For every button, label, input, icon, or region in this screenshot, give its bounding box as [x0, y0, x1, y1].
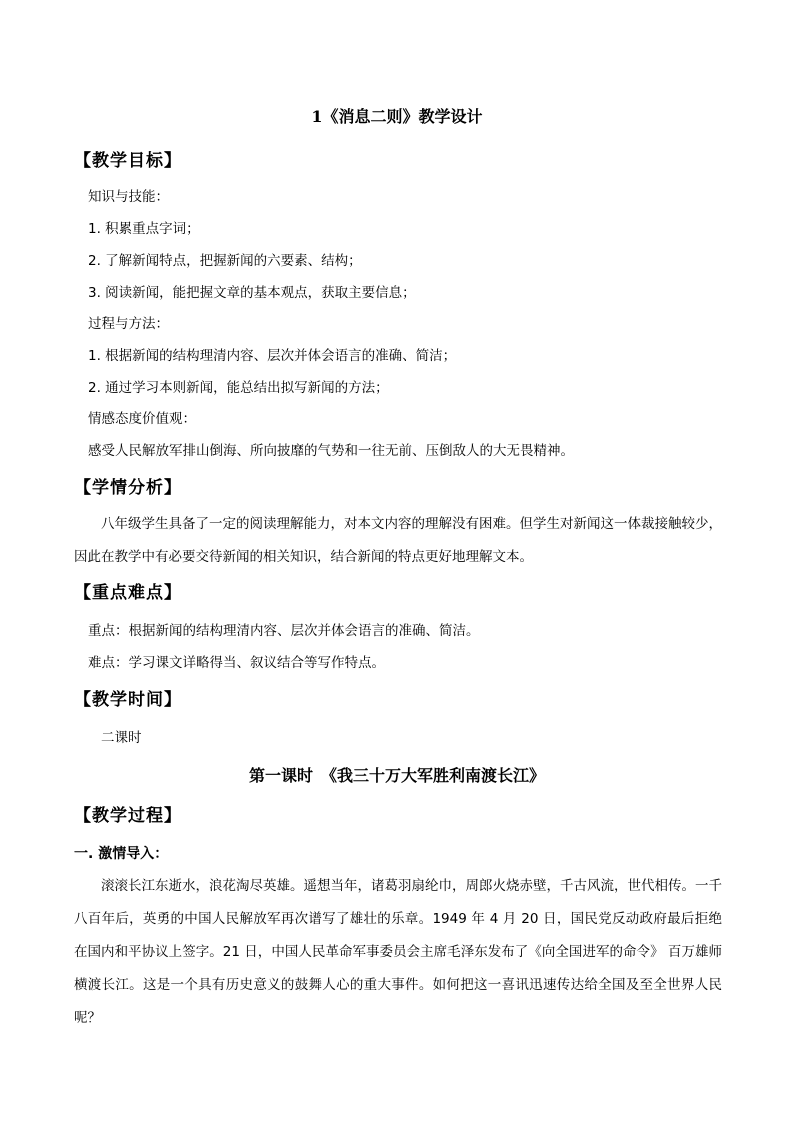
lesson-title: 第一课时 《我三十万大军胜利南渡长江》: [248, 766, 545, 785]
goals-process-1: 1. 根据新闻的结构理清内容、层次并体会语言的准确、简洁；: [88, 348, 457, 364]
document-title: 1《消息二则》教学设计: [311, 107, 483, 126]
goals-knowledge-2: 2. 了解新闻特点，把握新闻的六要素、结构；: [88, 253, 362, 269]
section-heading-time: 【教学时间】: [74, 690, 182, 710]
goals-process-heading: 过程与方法：: [88, 316, 169, 332]
section-heading-analysis: 【学情分析】: [74, 478, 182, 498]
goals-knowledge-3: 3. 阅读新闻，能把握文章的基本观点，获取主要信息；: [88, 285, 416, 301]
difficult-point: 难点：学习课文详略得当、叙议结合等写作特点。: [88, 655, 385, 671]
intro-paragraph: 滚滚长江东逝水，浪花淘尽英雄。遥想当年，诸葛羽扇纶巾，周郎火烧赤壁，千古风流，世代相传。一千八百年后，英勇的中国人民解放军再次谱写了雄壮的乐章。1949 年 4 月 20 日，国民党反动政府最后拒绝在国内和平协议上签字。21 日，中国人民革命军事委员会主席毛泽东发布了《向全国进军的命令》 百万雄师横渡长江。这是一个具有历史意义的鼓舞人心的重大事件。如何把这一喜讯迅速传达给全国及至全世界人民呢？: [74, 878, 722, 1026]
section-heading-process: 【教学过程】: [74, 806, 182, 826]
goals-knowledge-1: 1. 积累重点字词；: [88, 221, 200, 237]
goals-knowledge-heading: 知识与技能：: [88, 189, 169, 205]
goals-emotion-heading: 情感态度价值观：: [88, 411, 196, 427]
goals-emotion-1: 感受人民解放军排山倒海、所向披靡的气势和一往无前、压倒敌人的大无畏精神。: [88, 443, 574, 459]
time-text: 二课时: [101, 730, 142, 746]
goals-process-2: 2. 通过学习本则新闻，能总结出拟写新闻的方法；: [88, 380, 389, 396]
intro-heading: 一. 激情导入：: [74, 846, 169, 862]
analysis-paragraph: 八年级学生具备了一定的阅读理解能力，对本文内容的理解没有困难。但学生对新闻这一体裁接触较少，因此在教学中有必要交待新闻的相关知识，结合新闻的特点更好地理解文本。: [74, 516, 722, 565]
section-heading-goals: 【教学目标】: [74, 151, 182, 171]
section-heading-key-points: 【重点难点】: [74, 583, 182, 603]
key-point: 重点：根据新闻的结构理清内容、层次并体会语言的准确、简洁。: [88, 623, 480, 639]
